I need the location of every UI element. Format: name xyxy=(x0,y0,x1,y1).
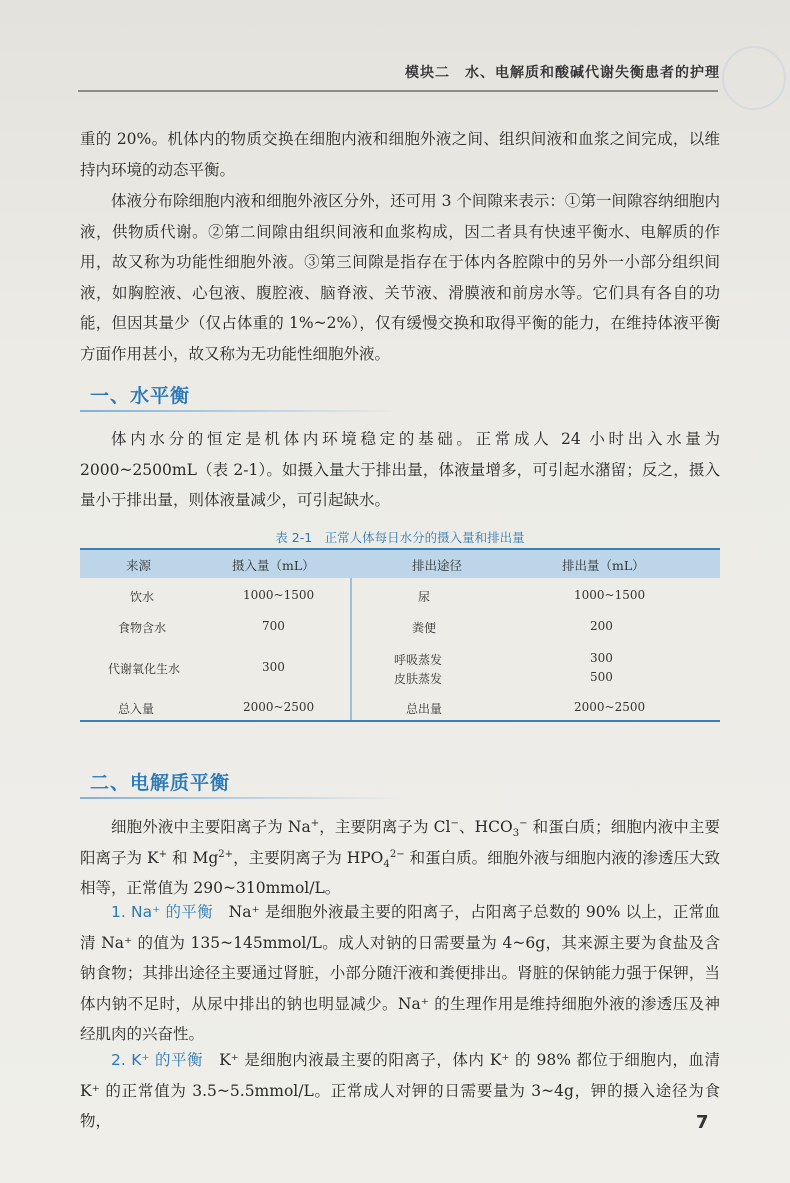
table-cell: 2000~2500 xyxy=(574,700,646,714)
table-cell: 饮水 xyxy=(130,590,155,604)
table-cell: 300 xyxy=(262,660,285,674)
paragraph-intro-end: 重的 20%。机体内的物质交换在细胞内液和细胞外液之间、组织间液和血浆之间完成，以维持内环境的动态平衡。 xyxy=(80,130,720,179)
table-header-cell: 排出量（mL） xyxy=(562,558,645,573)
table-cell: 食物含水 xyxy=(118,621,167,635)
header-rule xyxy=(78,90,718,92)
table-cell: 皮肤蒸发 xyxy=(394,672,443,686)
table-cell: 2000~2500 xyxy=(243,700,315,714)
table-cell: 500 xyxy=(590,670,613,684)
table-caption: 表 2-1 正常人体每日水分的摄入量和排出量 xyxy=(275,530,525,545)
paragraph-spaces: 体液分布除细胞内液和细胞外液区分外，还可用 3 个间隙来表示：①第一间隙容纳细胞内液，供物质代谢。②第二间隙由组织间液和血浆构成，因二者具有快速平衡水、电解质的作用，故又称为功能性细胞外液。③第三间隙是指存在于体内各腔隙中的另外一小部分组织间液，如胸腔液、心包液、腹腔液、脑脊液、关节液、滑膜液和前房水等。它们具有各自的功能，但因其量少（仅占体重的 1%~2%），仅有缓慢交换和取得平衡的能力，在维持体液平衡方面作用甚小，故又称为无功能性细胞外液。 xyxy=(80,192,720,363)
table-header-cell: 摄入量（mL） xyxy=(232,558,315,573)
page-number: 7 xyxy=(696,1112,709,1133)
table-cell: 1000~1500 xyxy=(243,588,315,602)
subheading-sodium: 1. Na⁺ 的平衡 xyxy=(111,903,213,921)
subheading-potassium: 2. K⁺ 的平衡 xyxy=(111,1051,204,1069)
table-cell: 200 xyxy=(590,619,613,633)
table-cell: 粪便 xyxy=(412,621,437,635)
table-bottom-rule xyxy=(80,720,720,722)
table-cell: 700 xyxy=(262,619,285,633)
table-cell: 总入量 xyxy=(118,702,155,716)
table-cell: 尿 xyxy=(418,590,431,604)
paragraph-potassium: 2. K⁺ 的平衡 K⁺ 是细胞内液最主要的阳离子，体内 K⁺ 的 98% 都位于细胞内，血清 K⁺ 的正常值为 3.5~5.5mmol/L。正常成人对钾的日需要量为 3~4g，钾的摄入途径为食物， xyxy=(80,1051,720,1130)
table-header-cell: 来源 xyxy=(126,558,152,573)
section-rule xyxy=(80,797,400,799)
publisher-logo-icon xyxy=(722,46,786,110)
table-cell: 呼吸蒸发 xyxy=(394,653,443,667)
table-header-cell: 排出途径 xyxy=(412,558,463,573)
section-rule xyxy=(80,410,400,412)
paragraph-sodium: 1. Na⁺ 的平衡 Na⁺ 是细胞外液最主要的阳离子，占阳离子总数的 90% 以上，正常血清 Na⁺ 的值为 135~145mmol/L。成人对钠的日需要量为 4~6g，其来源主要为食盐及含钠食物；其排出途径主要通过肾脏，小部分随汗液和粪便排出。肾脏的保钠能力强于保钾，当体内钠不足时，从尿中排出的钠也明显减少。Na⁺ 的生理作用是维持细胞外液的渗透压及神经肌肉的兴奋性。 xyxy=(80,903,720,1043)
table-top-rule xyxy=(80,548,720,550)
table-cell: 代谢氧化生水 xyxy=(108,662,181,676)
table-cell: 总出量 xyxy=(406,702,443,716)
table-center-divider xyxy=(350,578,352,720)
paragraph-ions: 细胞外液中主要阳离子为 Na+，主要阴离子为 Cl−、$HCO_3^-$ 和蛋白质；细胞内液中主要阳离子为 K+ 和 $Mg^{2+}$，主要阴离子为 $HPO_4^{2-}$ 和蛋白质。细胞外液与细胞内液的渗透压大致相等，正常值为 290~310mmol/L。 xyxy=(80,817,720,897)
section-heading-electrolyte: 二、电解质平衡 xyxy=(90,772,231,794)
running-header: 模块二 水、电解质和酸碱代谢失衡患者的护理 xyxy=(405,65,720,81)
section-heading-water: 一、水平衡 xyxy=(90,385,191,407)
paragraph-water-balance: 体内水分的恒定是机体内环境稳定的基础。正常成人 24 小时出入水量为 2000~2500mL（表 2-1）。如摄入量大于排出量，体液量增多，可引起水潴留；反之，摄入量小于排出量，则体液量减少，可引起缺水。 xyxy=(80,430,720,509)
table-cell: 300 xyxy=(590,651,613,665)
table-cell: 1000~1500 xyxy=(574,588,646,602)
